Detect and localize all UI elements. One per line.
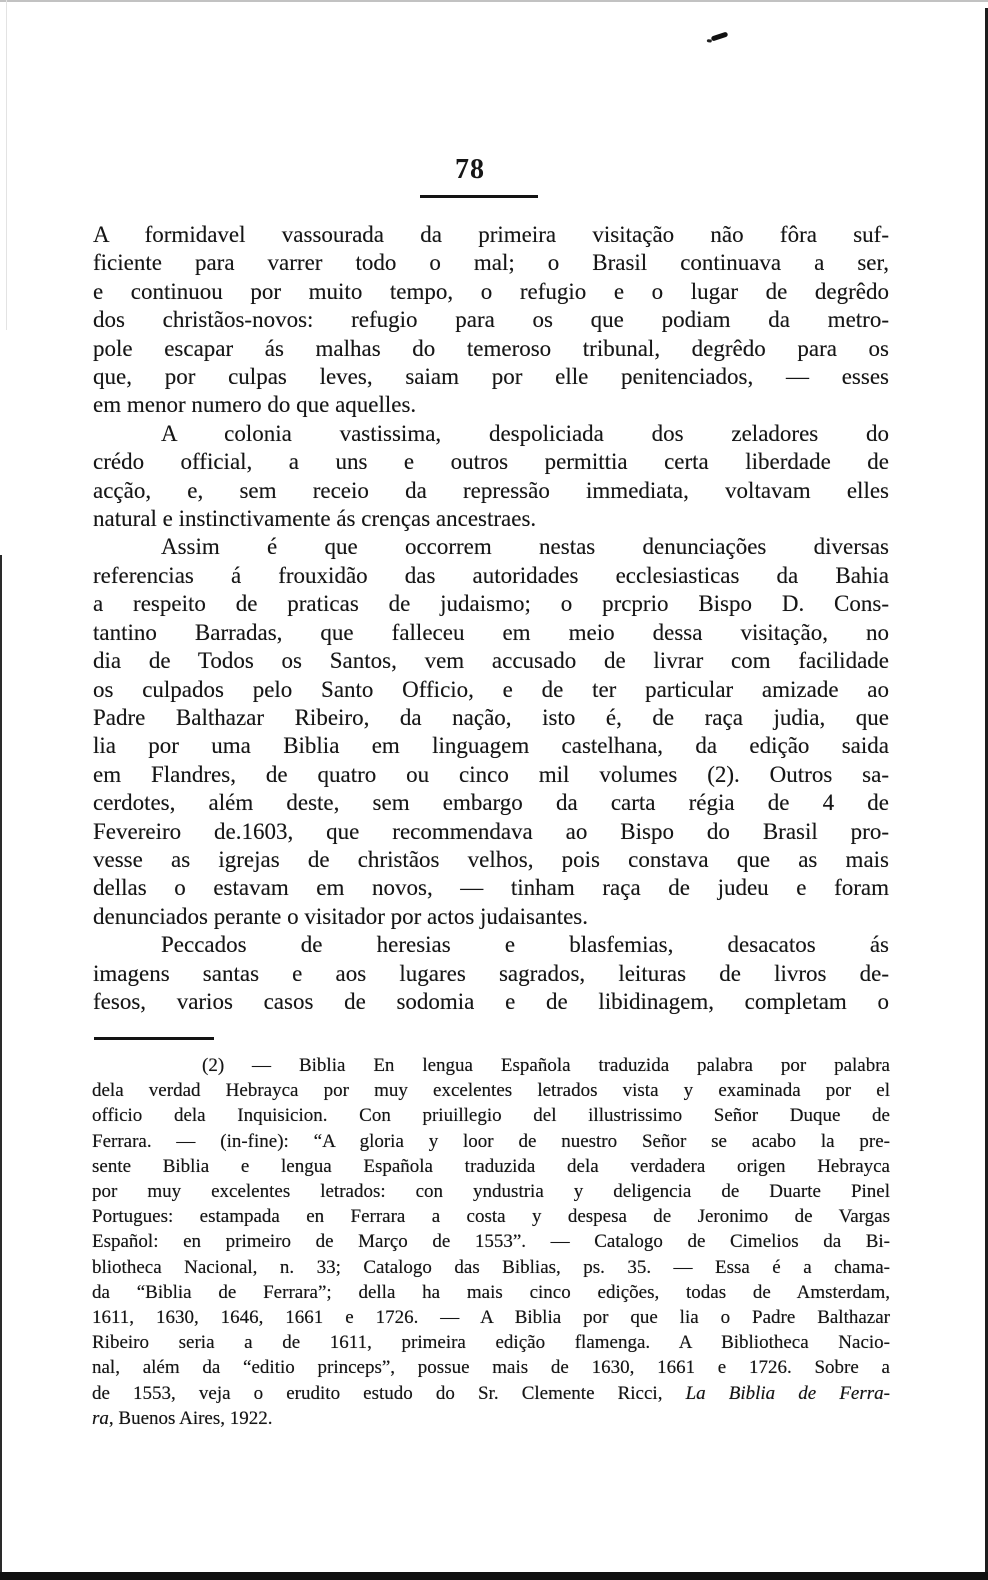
text-line: Assim é que occorrem nestas denunciações diversas [161,534,889,560]
paragraph-3 [93,533,889,931]
text-line: Fevereiro de.1603, que recommendava ao Bispo do Brasil pro- [93,818,889,844]
text-line: que, por culpas leves, saiam por elle penitenciados, — esses [93,364,889,390]
text-line: vesse as igrejas de christãos velhos, pois constava que as mais [93,846,889,872]
paragraph-4 [93,931,889,1016]
text-line: A formidavel vassourada da primeira visitação não fôra suf- [93,222,889,247]
text-line: os culpados pelo Santo Officio, e de ter particular amizade ao [93,676,889,702]
footnote-line: Español: en primeiro de Março de 1553”. — Catalogo de Cimelios da Bi- [92,1231,890,1253]
text-line: e continuou por muito tempo, o refugio e o lugar de degrêdo [93,278,889,304]
scan-edge-left [0,555,2,1580]
footnote-line: por muy excelentes letrados: con yndustria y deligencia de Duarte Pinel [92,1181,890,1203]
footnote-text: de 1553, veja o erudito estudo do Sr. Clemente Ricci, [92,1382,686,1404]
footnote-line: (2) — Biblia En lengua Española traduzida palabra por palabra [202,1055,890,1076]
footnote-line: Ribeiro seria a de 1611, primeira edição flamenga. A Bibliotheca Nacio- [92,1332,890,1354]
text-line: lia por uma Biblia em linguagem castelhana, da edição saida [93,733,889,759]
text-line: fesos, varios casos de sodomia e de libidinagem, completam o [93,988,889,1014]
text-line: dos christãos-novos: refugio para os que podiam da metro- [93,307,889,333]
text-line: acção, e, sem receio da repressão immediata, voltavam elles [93,477,889,503]
text-line: dellas o estavam em novos, — tinham raça de judeu e foram [93,875,889,901]
text-line: pole escapar ás malhas do temeroso tribunal, degrêdo para os [93,335,889,361]
text-line: dia de Todos os Santos, vem accusado de livrar com facilidade [93,648,889,674]
text-line: em Flandres, de quatro ou cinco mil volumes (2). Outros sa- [93,761,889,787]
body-text [93,221,889,1016]
footnote-book-title-italic: La Biblia de Ferra- [685,1382,890,1404]
footnote-line: da “Biblia de Ferrara”; della ha mais cinco edições, todas de Amsterdam, [92,1281,890,1303]
text-line: A colonia vastissima, despoliciada dos zeladores do [161,420,889,446]
footnote-separator-rule [94,1037,214,1040]
footnote-line [92,1381,890,1406]
footnote-line: sente Biblia e lengua Española traduzida dela verdadera origen Hebrayca [92,1155,890,1177]
scan-edge-left-faint [6,0,7,330]
page-number: 78 [455,154,485,185]
text-line: crédo official, a uns e outros permittia certa liberdade de [93,449,889,475]
page-number-underline [420,195,538,198]
scan-edge-top [0,0,988,2]
footnote [92,1053,890,1431]
text-line: denunciados perante o visitador por actos judaisantes. [93,903,588,929]
footnote-line: bliotheca Nacional, n. 33; Catalogo das Biblias, ps. 35. — Essa é a chama- [92,1256,890,1278]
ink-smudge-mark [711,31,729,41]
text-line: Peccados de heresias e blasfemias, desacatos ás [161,932,889,958]
footnote-line: Ferrara. — (in-fine): “A gloria y loor de nuestro Señor se acabo la pre- [92,1130,890,1152]
footnote-text: , Buenos Aires, 1922. [108,1407,273,1429]
text-line: em menor numero do que aquelles. [93,392,417,418]
text-line: tantino Barradas, que falleceu em meio dessa visitação, no [93,619,889,645]
footnote-line: dela verdad Hebrayca por muy excelentes letrados vista y examinada por el [92,1080,890,1102]
paragraph-1 [93,221,889,420]
footnote-line: Portugues: estampada en Ferrara a costa y despesa de Jeronimo de Vargas [92,1206,890,1228]
footnote-book-title-italic: ra [92,1407,109,1429]
footnote-line: 1611, 1630, 1646, 1661 e 1726. — A Biblia por que lia o Padre Balthazar [92,1307,890,1329]
text-line: Padre Balthazar Ribeiro, da nação, isto é, de raça judia, que [93,704,889,730]
paragraph-2 [93,420,889,534]
footnote-line: nal, além da “editio princeps”, possue mais de 1630, 1661 e 1726. Sobre a [92,1357,890,1379]
footnote-line: officio dela Inquisicion. Con priuillegio del illustrissimo Señor Duque de [92,1105,890,1127]
text-line: ficiente para varrer todo o mal; o Brasil continuava a ser, [93,250,889,276]
footnote-line [92,1406,890,1431]
text-line: natural e instinctivamente ás crenças ancestraes. [93,506,537,532]
text-line: referencias á frouxidão das autoridades ecclesiasticas da Bahia [93,562,889,588]
text-line: a respeito de praticas de judaismo; o prcprio Bispo D. Cons- [93,591,889,617]
scan-edge-bottom [0,1572,988,1580]
text-line: imagens santas e aos lugares sagrados, leituras de livros de- [93,960,889,986]
text-line: cerdotes, além deste, sem embargo da carta régia de 4 de [93,790,889,816]
